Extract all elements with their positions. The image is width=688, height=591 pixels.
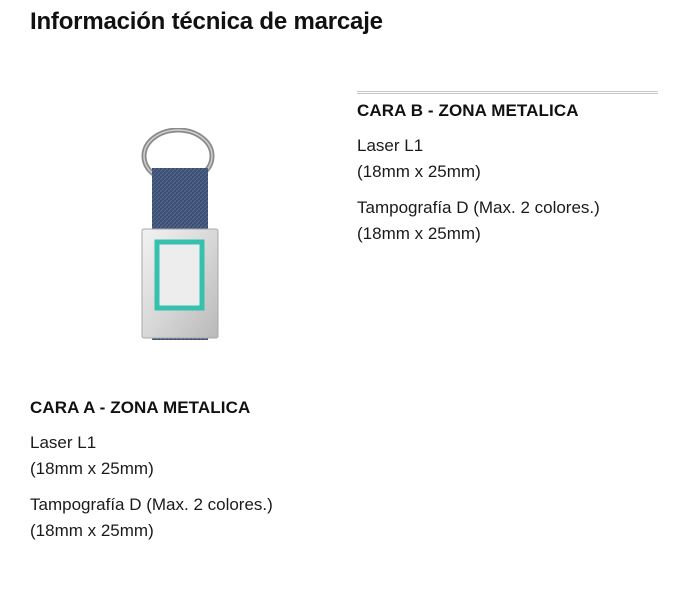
technique-size: (18mm x 25mm) (357, 162, 481, 181)
keyring-illustration (128, 128, 228, 348)
side-b-heading: CARA B - ZONA METALICA (357, 101, 579, 120)
technique-name: Tampografía D (Max. 2 colores.) (30, 495, 273, 514)
page-title: Información técnica de marcaje (30, 8, 383, 35)
side-b-technique-laser (357, 133, 677, 185)
side-a-heading: CARA A - ZONA METALICA (30, 398, 251, 417)
side-a-technique-laser (30, 430, 390, 482)
metal-denim-keyring-image (128, 128, 228, 348)
technique-size: (18mm x 25mm) (30, 521, 154, 540)
side-b-section (357, 101, 677, 257)
side-a-section (30, 398, 390, 554)
technique-name: Laser L1 (357, 136, 424, 155)
side-a-technique-pad-print (30, 492, 390, 544)
technique-name: Laser L1 (30, 433, 97, 452)
side-b-technique-pad-print (357, 195, 677, 247)
marking-area (157, 242, 202, 308)
section-divider (357, 91, 658, 94)
technique-size: (18mm x 25mm) (357, 224, 481, 243)
technique-size: (18mm x 25mm) (30, 459, 154, 478)
technique-name: Tampografía D (Max. 2 colores.) (357, 198, 600, 217)
